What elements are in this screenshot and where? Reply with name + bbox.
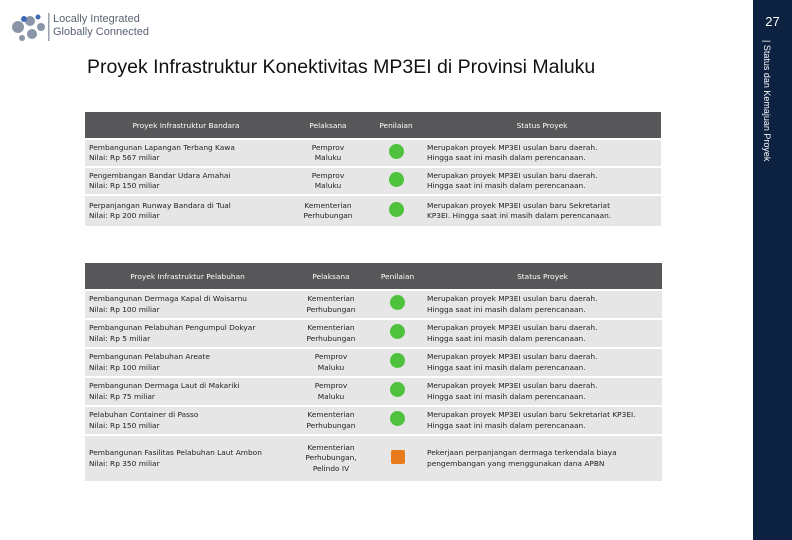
- col-header-status: Status Proyek: [423, 263, 662, 289]
- executor-cell: [287, 196, 369, 226]
- status-line: Pekerjaan perpanjangan dermaga terkendala biaya: [427, 448, 617, 457]
- green-status-dot-icon: [390, 295, 405, 310]
- project-cell: [85, 140, 287, 166]
- status-cell: [423, 436, 662, 481]
- executor-line: Perhubungan: [306, 304, 356, 314]
- executor-line: Maluku: [314, 153, 342, 162]
- executor-cell: [290, 407, 372, 434]
- status-cell: [423, 140, 661, 166]
- executor-line: Kementerian: [307, 323, 355, 332]
- status-line: Merupakan proyek MP3EI usulan baru daerah.: [427, 381, 598, 390]
- table-row: [85, 291, 662, 318]
- executor-line: Kementerian: [304, 200, 352, 210]
- table-row: [85, 320, 662, 347]
- executor-line: Kementerian: [307, 442, 355, 452]
- executor-line: Maluku: [314, 181, 342, 190]
- executor-cell: [290, 291, 372, 318]
- page-number: 27: [765, 14, 780, 29]
- executor-line: Maluku: [317, 391, 345, 401]
- status-cell: [423, 378, 662, 405]
- status-line: Merupakan proyek MP3EI usulan baru daerah.: [427, 352, 598, 361]
- status-line: Hingga saat ini masih dalam perencanaan.: [427, 181, 586, 190]
- status-cell: [423, 168, 661, 194]
- project-value: Nilai: Rp 150 miliar: [89, 181, 160, 190]
- green-status-dot-icon: [389, 202, 404, 217]
- port-projects-table: [85, 261, 662, 483]
- logo-line-2: Globally Connected: [53, 26, 150, 38]
- rating-cell: [372, 407, 423, 434]
- rating-cell: [369, 196, 423, 226]
- project-name: Pembangunan Pelabuhan Pengumpul Dokyar: [89, 323, 256, 332]
- status-line: Hingga saat ini masih dalam perencanaan.: [427, 362, 586, 372]
- airport-projects-table: [85, 110, 661, 228]
- project-value: Nilai: Rp 567 miliar: [89, 153, 160, 162]
- rating-cell: [369, 140, 423, 166]
- project-value: Nilai: Rp 75 miliar: [89, 391, 155, 401]
- rating-cell: [372, 320, 423, 347]
- project-cell: [85, 378, 290, 405]
- table-header-row: [85, 112, 661, 138]
- table-header-row: [85, 263, 662, 289]
- table-row: [85, 378, 662, 405]
- col-header-status: Status Proyek: [423, 112, 661, 138]
- col-header-rating: Penilaian: [372, 263, 423, 289]
- project-name: Pengembangan Bandar Udara Amahai: [89, 170, 231, 180]
- executor-line: Kementerian: [307, 294, 355, 303]
- project-cell: [85, 168, 287, 194]
- status-line: Merupakan proyek MP3EI usulan baru daerah.: [427, 142, 598, 152]
- project-value: Nilai: Rp 100 miliar: [89, 304, 160, 314]
- status-line: Hingga saat ini masih dalam perencanaan.: [427, 304, 586, 314]
- executor-cell: [287, 168, 369, 194]
- table-row: [85, 168, 661, 194]
- status-line: Merupakan proyek MP3EI usulan baru daerah.: [427, 170, 598, 180]
- project-name: Pembangunan Lapangan Terbang Kawa: [89, 142, 235, 152]
- green-status-dot-icon: [389, 172, 404, 187]
- status-line: Hingga saat ini masih dalam perencanaan.: [427, 153, 586, 162]
- project-value: Nilai: Rp 150 miliar: [89, 420, 160, 430]
- rating-cell: [372, 436, 423, 481]
- page-title: Proyek Infrastruktur Konektivitas MP3EI di Provinsi Maluku: [87, 56, 596, 78]
- logo-line-1: Locally Integrated: [53, 13, 140, 25]
- green-status-dot-icon: [390, 411, 405, 426]
- executor-line: Pemprov: [311, 142, 345, 152]
- project-value: Nilai: Rp 100 miliar: [89, 362, 160, 372]
- executor-cell: [290, 378, 372, 405]
- col-header-executor: Pelaksana: [290, 263, 372, 289]
- orange-status-square-icon: [391, 450, 405, 464]
- status-line: Merupakan proyek MP3EI usulan baru daerah.: [427, 294, 598, 303]
- green-status-dot-icon: [390, 382, 405, 397]
- status-line: Merupakan proyek MP3EI usulan baru Sekretariat: [427, 200, 610, 210]
- rating-cell: [372, 291, 423, 318]
- executor-line: Pemprov: [314, 352, 348, 361]
- status-cell: [423, 407, 662, 434]
- status-line: Merupakan proyek MP3EI usulan baru daerah.: [427, 323, 598, 332]
- project-value: Nilai: Rp 5 miliar: [89, 333, 151, 343]
- project-cell: [85, 291, 290, 318]
- col-header-rating: Penilaian: [369, 112, 423, 138]
- project-name: Pembangunan Dermaga Laut di Makariki: [89, 381, 240, 390]
- status-line: Merupakan proyek MP3EI usulan baru Sekretariat KP3EI.: [427, 410, 636, 419]
- project-value: Nilai: Rp 350 miliar: [89, 458, 160, 468]
- logo-text: [53, 13, 149, 39]
- executor-line: Kementerian: [307, 410, 355, 419]
- rating-cell: [372, 349, 423, 376]
- status-cell: [423, 196, 661, 226]
- right-sidebar: [753, 0, 792, 540]
- executor-line: Perhubungan,: [305, 453, 357, 463]
- executor-cell: [290, 436, 372, 481]
- rating-cell: [369, 168, 423, 194]
- status-line: Hingga saat ini masih dalam perencanaan.: [427, 391, 586, 401]
- col-header-executor: Pelaksana: [287, 112, 369, 138]
- project-name: Pelabuhan Container di Passo: [89, 410, 199, 419]
- status-cell: [423, 320, 662, 347]
- status-cell: [423, 349, 662, 376]
- project-name: Pembangunan Fasilitas Pelabuhan Laut Ambon: [89, 448, 262, 457]
- status-line: pengembangan yang menggunakan dana APBN: [427, 458, 605, 468]
- project-cell: [85, 196, 287, 226]
- green-status-dot-icon: [390, 353, 405, 368]
- project-cell: [85, 407, 290, 434]
- green-status-dot-icon: [390, 324, 405, 339]
- project-cell: [85, 349, 290, 376]
- executor-line: Pelindo IV: [312, 463, 350, 473]
- executor-line: Pemprov: [311, 170, 345, 180]
- status-line: Hingga saat ini masih dalam perencanaan.: [427, 333, 586, 343]
- project-cell: [85, 436, 290, 481]
- executor-line: Maluku: [317, 362, 345, 372]
- executor-cell: [287, 140, 369, 166]
- green-status-dot-icon: [389, 144, 404, 159]
- rating-cell: [372, 378, 423, 405]
- table-row: [85, 407, 662, 434]
- table-row: [85, 436, 662, 481]
- status-cell: [423, 291, 662, 318]
- executor-cell: [290, 320, 372, 347]
- section-caption: | Status dan Kemajuan Proyek: [762, 40, 772, 162]
- executor-line: Perhubungan: [306, 333, 356, 343]
- col-header-project: Proyek Infrastruktur Pelabuhan: [85, 263, 290, 289]
- col-header-project: Proyek Infrastruktur Bandara: [85, 112, 287, 138]
- table-row: [85, 196, 661, 226]
- executor-line: Perhubungan: [306, 420, 356, 430]
- status-line: Hingga saat ini masih dalam perencanaan.: [427, 420, 586, 430]
- table-row: [85, 349, 662, 376]
- project-name: Pembangunan Dermaga Kapal di Waisarnu: [89, 294, 247, 303]
- executor-line: Perhubungan: [303, 211, 353, 220]
- project-cell: [85, 320, 290, 347]
- executor-line: Pemprov: [314, 381, 348, 390]
- project-name: Perpanjangan Runway Bandara di Tual: [89, 200, 231, 210]
- project-name: Pembangunan Pelabuhan Areate: [89, 352, 210, 361]
- table-row: [85, 140, 661, 166]
- project-value: Nilai: Rp 200 miliar: [89, 211, 160, 220]
- executor-cell: [290, 349, 372, 376]
- status-line: KP3EI. Hingga saat ini masih dalam perencanaan.: [427, 211, 612, 220]
